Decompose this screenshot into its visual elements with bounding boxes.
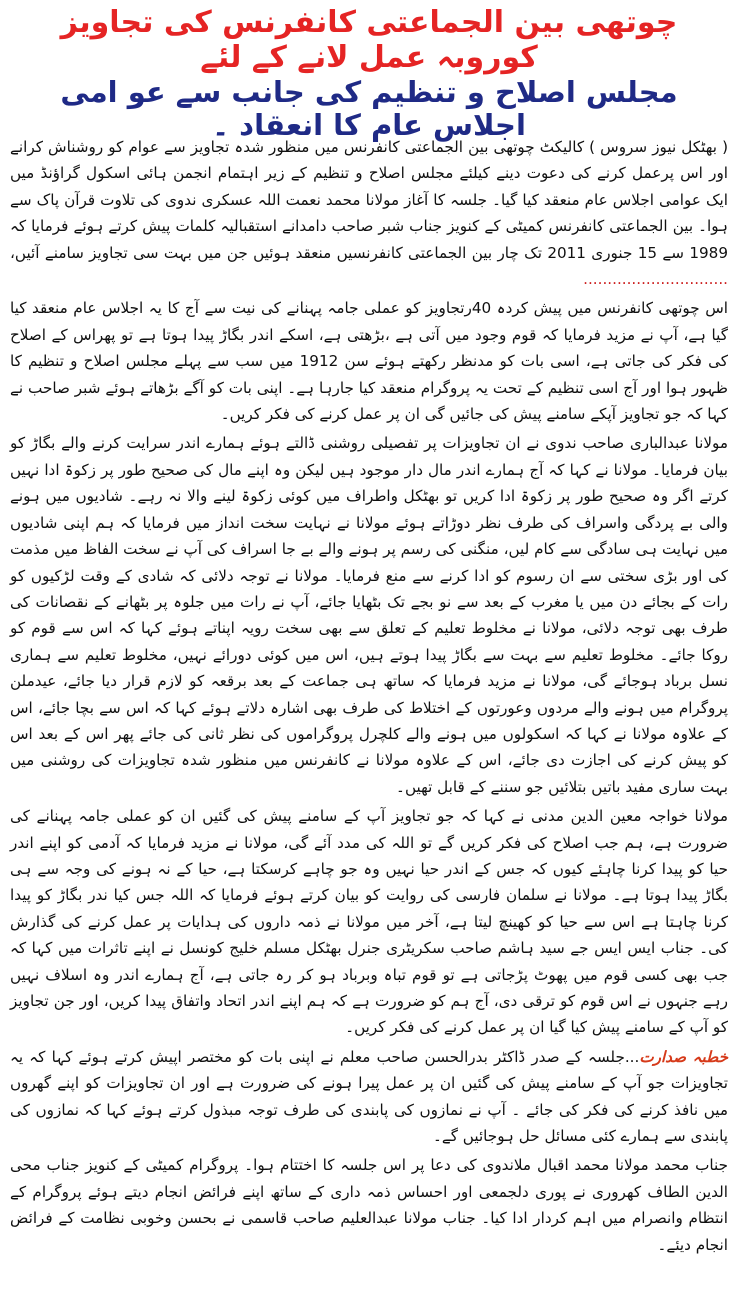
paragraph-1 [10, 134, 728, 292]
paragraph-3: مولانا عبدالباری صاحب ندوی نے ان تجاویزات پر تفصیلی روشنی ڈالتے ہوئے ہمارے اندر سرایت کرنے والے بگاڑ کو بیان فرمایا۔ مولانا نے کہا کہ آج ہمارے اندر مال دار موجود ہیں لیکن وہ اپنے مال کی صحیح طور پر زکوۃ ادا نہیں کرتے اگر وہ صحیح طور پر زکوۃ ادا کریں تو بھٹکل واطراف میں کوئی زکوۃ لینے والا نہ رہے۔ شادیوں میں ہونے والی بے پردگی واسراف کی طرف نظر دوڑاتے ہوئے مولانا نے نہایت سخت انداز میں فرمایا کہ ہم اپنی شادیوں میں نہایت ہی سادگی سے کام لیں، منگنی کی رسم پر ہونے والے بے جا اسراف کی آپ نے سخت الفاظ میں مذمت کی اور بڑی سختی سے ان رسوم کو ادا کرنے سے منع فرمایا۔ مولانا نے توجہ دلائی کہ شادی کے وقت لڑکیوں کو رات کے بجائے دن میں یا مغرب کے بعد سے نو بجے تک بٹھایا جائے، آپ نے رات میں جلوہ پر بٹھانے کے نقصانات کی طرف بھی توجہ دلائی، مولانا نے مخلوط تعلیم کے تعلق سے بھی سخت رویہ اپناتے ہوئے کہا کہ اس سے قوم کو روکا جائے۔ مخلوط تعلیم سے بہت سے بگاڑ پیدا ہوتے ہیں، اس میں کوئی دورائے نہیں، مخلوط تعلیم سے ہماری نسل برباد ہوجائے گی، مولانا نے مزید فرمایا کہ ساتھ ہی جماعت کے بعد برقعہ کو لازم قرار دیا جائے، عیدملن پروگرام میں ہونے والے مردوں وعورتوں کے اختلاط کی طرف بھی اشارہ دلاتے ہوئے کہا کہ اس سے بچا جائے، اس کے علاوہ مولانا نے کہا کہ اسکولوں میں ہونے والے کلچرل پروگراموں کی نظر ثانی کی جائے پھر اس کے بعد اس کو پیش کرنے کی اجازت دی جائے، اس کے علاوہ مولانا نے کانفرنس میں منظور شدہ تجاویزات کی روشنی میں بہت ساری مفید باتیں بتلائیں جو سننے کے قابل تھیں۔ [10, 434, 728, 796]
paragraph-6: جناب محمد مولانا محمد اقبال ملاندوی کی دعا پر اس جلسہ کا اختتام ہوا۔ پروگرام کمیٹی کے کنویز جناب محی الدین الطاف کھروری نے پوری دلجمعی اور احساس ذمہ داری کے ساتھ اپنے فرائض انجام دیتے ہوئے پروگرام کے انتظام وانصرام میں اہم کردار ادا کیا۔ جناب مولانا عبدالعلیم صاحب قاسمی نے بحسن وخوبی نظامت کے فرائض انجام دیئے۔ [10, 1156, 728, 1254]
paragraph-5-text: ...جلسہ کے صدر ڈاکٹر بدرالحسن صاحب معلم نے اپنی بات کو مختصر اپیش کرتے ہوئے کہا کہ یہ تجاویزات جو آپ کے سامنے پیش کی گئیں ان پر عمل پیرا ہونے کی ضرورت ہے اور ان تجاویزات کو اپنے گھروں میں نافذ کرنے کی فکر کی جائے ۔ آپ نے نمازوں کی پابندی کی طرف توجہ مبذول کرتے ہوئے کہا کہ نمازوں کی پابندی سے ہمارے کئی مسائل حل ہوجائیں گے۔ [10, 1047, 728, 1146]
paragraph-4: مولانا خواجہ معین الدین مدنی نے کہا کہ جو تجاویز آپ کے سامنے پیش کی گئیں ان کو عملی جامہ پہنانے کی ضرورت ہے، ہم جب اصلاح کی فکر کریں گے تو اللہ کی مدد آئے گی، مولانا نے مزید فرمایا کہ آدمی کو اپنے اندر حیا کو پیدا کرنا چاہئے کیوں کہ جس کے اندر حیا نہیں وہ جو چاہے کرسکتا ہے، حیا کے نہ ہونے کی وجہ سے ہی بگاڑ پیدا ہوتا ہے۔ مولانا نے سلمان فارسی کی روایت کو بیان کرتے ہوئے فرمایا کہ اللہ جس کیا ندر بگاڑ کو پیدا کرنا چاہتا ہے اس سے حیا کو کھینچ لیتا ہے، آخر میں مولانا نے ذمہ داروں کی ہدایات پر عمل کرنے کی گذارش کی۔ جناب ایس ایس جے سید ہاشم صاحب سکریٹری جنرل بھٹکل مسلم خلیج کونسل نے اپنے تاثرات میں کہا کہ جب بھی کسی قوم میں پھوٹ پڑجاتی ہے تو قوم تباہ وبرباد ہو کر رہ جاتی ہے، آج ہمارے اندر وہ اسلاف نہیں رہے جنہوں نے اس قوم کو ترقی دی، آج ہم کو ضرورت ہے کہ ہم اپنے اندر اتحاد واتفاق پیدا کریں، اور جن تجاویز کو آپ کے سامنے پیش کیا گیا ان پر عمل کرنے کی فکر کریں۔ [10, 807, 728, 1037]
article-body [10, 134, 728, 1258]
headline-line-2: مجلس اصلاح و تنظیم کی جانب سے عو امی اجلاس عام کا انعقاد ۔ [60, 75, 678, 143]
presidential-address-label: خطبہ صدارت [639, 1047, 728, 1066]
headline-line-1: چوتھی بین الجماعتی کانفرنس کی تجاویز کوروبہ عمل لانے کے لئے [60, 5, 678, 75]
paragraph-2: اس چوتھی کانفرنس میں پیش کردہ 40رتجاویز کو عملی جامہ پہنانے کی نیت سے آج کا یہ اجلاس عام منعقد کیا گیا ہے، آپ نے مزید فرمایا کہ قوم وجود میں آتی ہے ،بڑھتی ہے، اسکے اندر بگاڑ پیدا ہوتا ہے تو پھراس کے اصلاح کی فکر کی جاتی ہے، اسی بات کو مدنظر رکھتے ہوئے سن 1912 میں سب سے پہلے مجلس اصلاح و تنظیم کا ظہور ہوا اور آج اسی تنظیم کے تحت یہ پروگرام منعقد کیا جارہا ہے۔ اپنی بات کو آگے بڑھاتے ہوئے شبر صاحب نے کہا کہ جو تجاویز آپکے سامنے پیش کی جائیں گی ان پر عمل کرنے کی فکر کریں۔ [10, 299, 729, 424]
paragraph-5 [10, 1044, 728, 1150]
paragraph-1-dots: .............................. [583, 270, 728, 289]
paragraph-1-text: ( بھٹکل نیوز سروس ) کالیکٹ چوتھی بین الجماعتی کانفرنس میں منظور شدہ تجاویز سے عوام کو روشناش کرانے اور اس پرعمل کرنے کی دعوت دینے کیلئے مجلس اصلاح و تنظیم کے زیر اہتمام انجمن ہائی اسکول گراؤنڈ میں ایک عوامی اجلاس عام منعقد کیا گیا۔ جلسہ کا آغاز مولانا محمد نعمت اللہ عسکری ندوی کی تلاوت قرآن پاک سے ہوا۔ بین الجماعتی کانفرنس کمیٹی کے کنویز جناب شبر صاحب دامدانے استقبالیہ کلمات پیش کرتے ہوئے فرمایا کہ 1989 سے 15 جنوری 2011 تک چار بین الجماعتی کانفرنسیں منعقد ہوئیں جن میں بہت سی تجاویز سامنے آئیں، [10, 138, 728, 262]
